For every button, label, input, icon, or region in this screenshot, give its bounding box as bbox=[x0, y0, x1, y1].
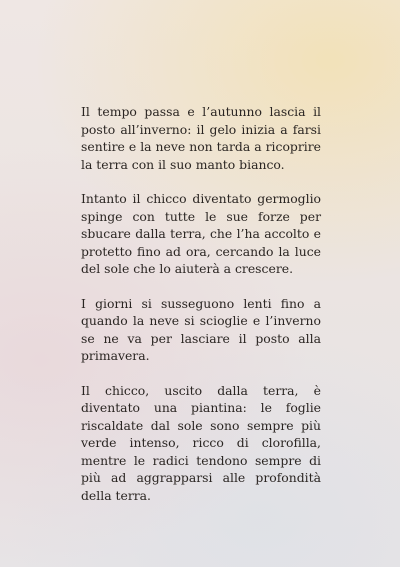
paragraph-4: Il chicco, uscito dalla terra, è diventato una piantina: le foglie riscaldate dal sole sono sempre più verde intenso, ricco di clorofilla, mentre le radici tendono sempre di più ad aggrapparsi alle profondità della terra. bbox=[81, 382, 321, 503]
story-text bbox=[81, 103, 321, 504]
paragraph-1: Il tempo passa e l’autunno lascia il posto all’inverno: il gelo inizia a farsi sentire e la neve non tarda a ricoprire la terra con il suo manto bianco. bbox=[81, 104, 321, 172]
paragraph-2: Intanto il chicco diventato germoglio spinge con tutte le sue forze per sbucare dalla terra, che l’ha accolto e protetto fino ad ora, cercando la luce del sole che lo aiuterà a crescere. bbox=[81, 191, 321, 276]
paragraph-3: I giorni si susseguono lenti fino a quando la neve si scioglie e l’inverno se ne va per lasciare il posto alla primavera. bbox=[81, 295, 321, 363]
